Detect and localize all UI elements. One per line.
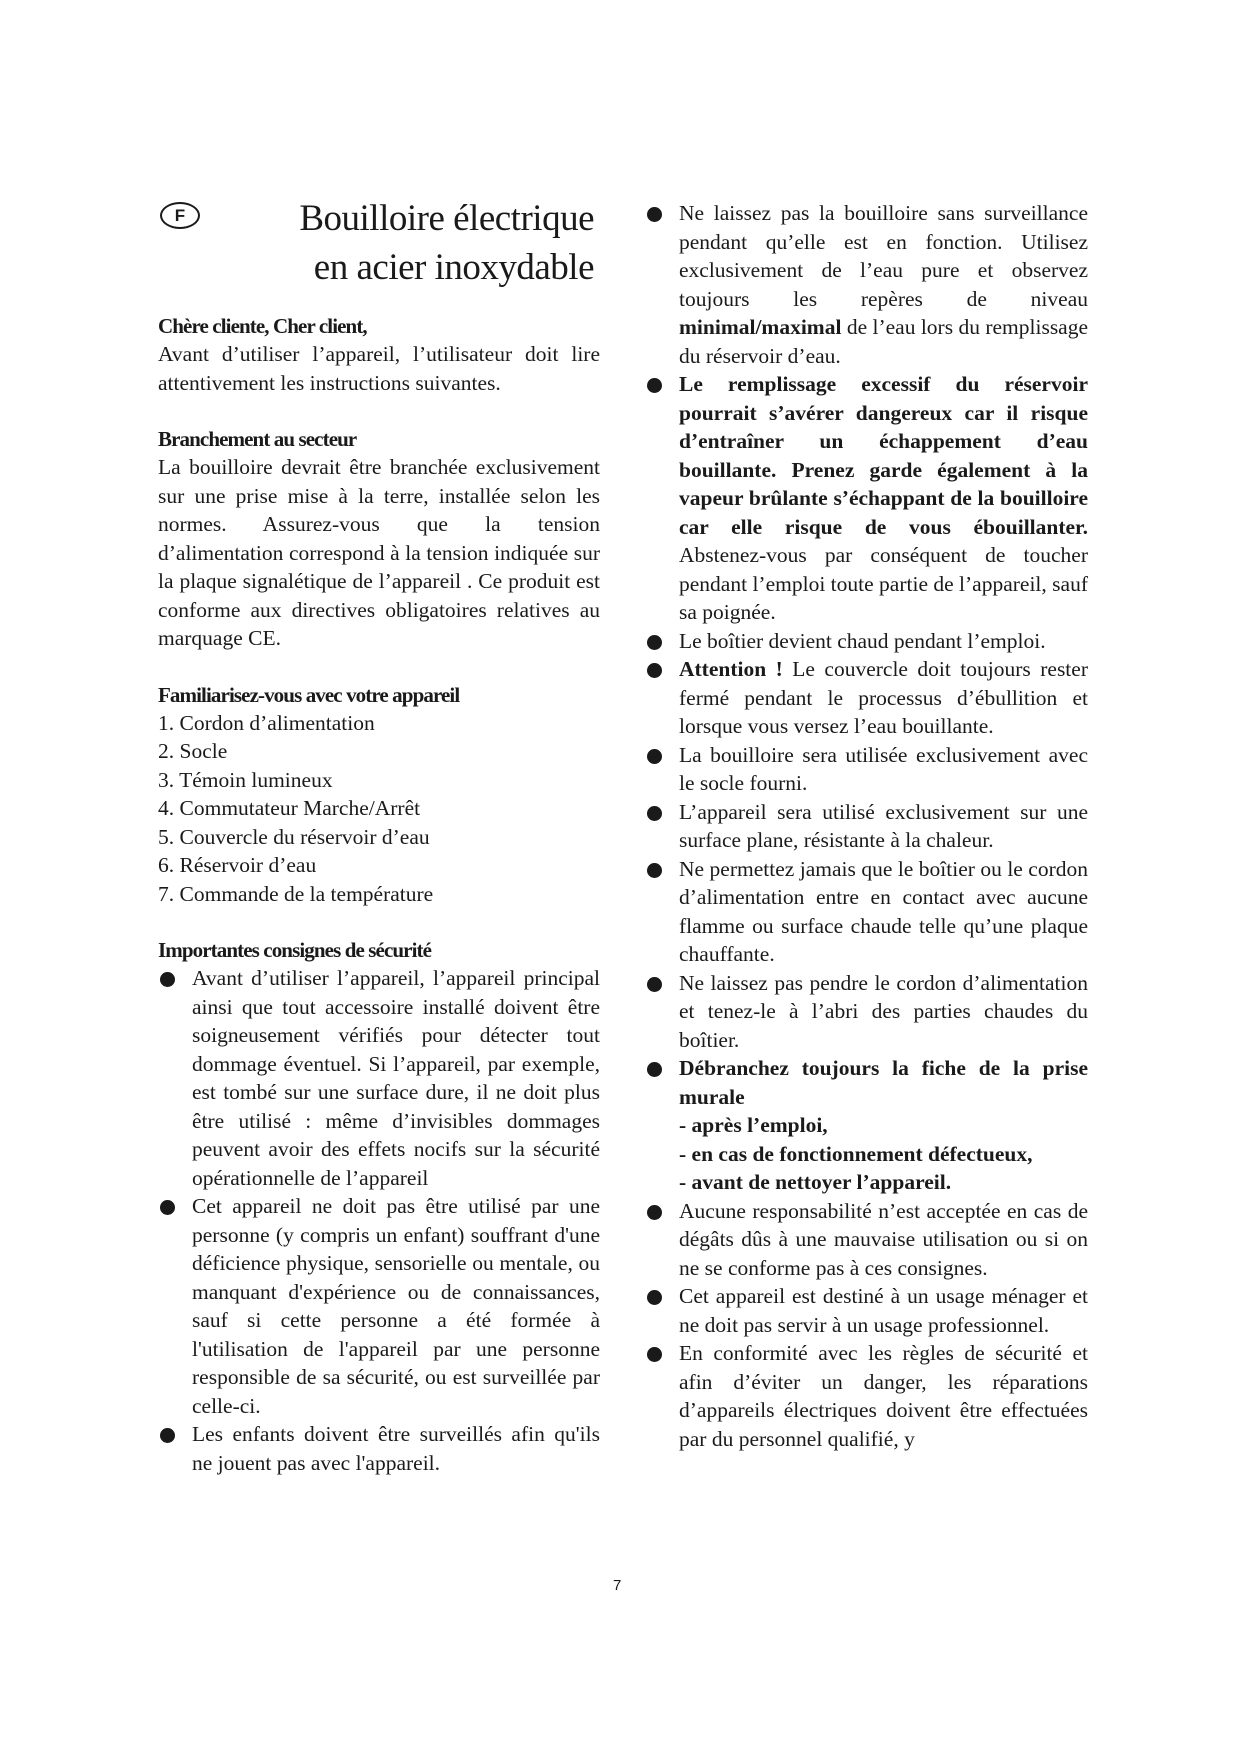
bullet-text: La bouilloire sera utilisée exclusivement avec le socle fourni. bbox=[679, 742, 1088, 795]
title-line-2: en acier inoxydable bbox=[313, 247, 594, 288]
bullet-icon bbox=[647, 1347, 662, 1362]
bullet-text: Les enfants doivent être surveillés afin qu'ils ne jouent pas avec l'appareil. bbox=[192, 1422, 600, 1475]
bullet-text: Avant d’utiliser l’appareil, l’appareil principal ainsi que tout accessoire installé doivent être soigneusement vérifiés pour détecter tout dommage éventuel. Si l’appareil, par exemple, est tombé sur une surface dure, il ne doit plus être utilisé : même d’invisibles dommages peuvent avoir des effets nocifs sur la sécurité opérationnelle de l’appareil bbox=[192, 966, 600, 1190]
bullet-icon bbox=[647, 663, 662, 678]
bullet-text-bold: Le remplissage excessif du réservoir pourrait s’avérer dangereux car il risque d’entraîner un échappement d’eau bouillante. Prenez garde également à la vapeur brûlante s’échappant de la bouilloire car elle risque de vous ébouillanter. bbox=[679, 372, 1088, 539]
list-item: 2. Socle bbox=[158, 739, 228, 763]
bullet-icon bbox=[647, 207, 662, 222]
safety-bullet bbox=[645, 1282, 1088, 1339]
safety-bullet bbox=[158, 1420, 600, 1477]
list-item: 1. Cordon d’alimentation bbox=[158, 710, 375, 735]
bullet-text-bold: Débranchez toujours la fiche de la prise murale bbox=[679, 1056, 1088, 1109]
bullet-text: de l’eau lors du remplissage du réservoir d’eau. bbox=[679, 315, 1089, 368]
language-badge: F bbox=[160, 202, 200, 229]
safety-bullet bbox=[645, 855, 1088, 969]
sub-item: - après l’emploi, bbox=[679, 1113, 828, 1137]
bullet-text-bold: minimal/maximal bbox=[679, 315, 842, 339]
bullet-icon bbox=[160, 1200, 175, 1215]
bullet-text: Abstenez-vous par conséquent de toucher pendant l’emploi toute partie de l’appareil, sauf sa poignée. bbox=[679, 543, 1088, 624]
bullet-icon bbox=[647, 806, 662, 821]
safety-bullet bbox=[645, 655, 1088, 741]
left-column bbox=[158, 312, 600, 1477]
bullet-icon bbox=[647, 378, 662, 393]
power-text: La bouilloire devrait être branchée exclusivement sur une prise mise à la terre, installée selon les normes. Assurez-vous que la tension d’alimentation correspond à la tension indiquée sur la plaque signalétique de l’appareil . Ce produit est conforme aux directives obligatoires relatives au marquage CE. bbox=[158, 455, 600, 650]
bullet-text-bold: Attention ! bbox=[679, 657, 783, 681]
list-item: 7. Commande de la température bbox=[158, 881, 434, 906]
page-title bbox=[220, 194, 594, 292]
safety-bullet bbox=[645, 1054, 1088, 1197]
safety-bullet bbox=[158, 1192, 600, 1420]
bullet-text: L’appareil sera utilisé exclusivement sur une surface plane, résistante à la chaleur. bbox=[679, 799, 1088, 852]
bullet-text: Le boîtier devient chaud pendant l’emploi. bbox=[679, 628, 1046, 653]
sub-item: - avant de nettoyer l’appareil. bbox=[679, 1170, 952, 1194]
safety-bullet bbox=[645, 1339, 1088, 1453]
bullet-text: Ne laissez pas pendre le cordon d’alimentation et tenez-le à l’abri des parties chaudes du boîtier. bbox=[679, 970, 1088, 1052]
list-item: 3. Témoin lumineux bbox=[158, 767, 333, 792]
title-line-1: Bouilloire électrique bbox=[299, 198, 594, 239]
safety-bullet bbox=[645, 969, 1088, 1055]
parts-heading: Familiarisez-vous avec votre appareil bbox=[158, 682, 460, 707]
bullet-icon bbox=[647, 1290, 662, 1305]
bullet-text: En conformité avec les règles de sécurité et afin d’éviter un danger, les réparations d’appareils électriques doivent être effectuées par du personnel qualifié, y bbox=[679, 1341, 1088, 1451]
bullet-text: Aucune responsabilité n’est acceptée en cas de dégâts dûs à une mauvaise utilisation ou si on ne se conforme pas à ces consignes. bbox=[679, 1198, 1088, 1280]
greeting-heading: Chère cliente, Cher client, bbox=[158, 314, 367, 338]
bullet-icon bbox=[647, 749, 662, 764]
bullet-text: Ne laissez pas la bouilloire sans surveillance pendant qu’elle est en fonction. Utilisez exclusivement de l’eau pure et observez toujours les repères de niveau bbox=[679, 201, 1088, 311]
bullet-icon bbox=[647, 635, 662, 650]
list-item: 5. Couvercle du réservoir d’eau bbox=[158, 824, 430, 849]
right-column bbox=[645, 199, 1088, 1453]
bullet-text: Le couvercle doit toujours rester fermé pendant le processus d’ébullition et lorsque vous versez l’eau bouillante. bbox=[679, 657, 1088, 738]
bullet-icon bbox=[647, 977, 662, 992]
page-number: 7 bbox=[613, 1577, 622, 1594]
safety-bullet bbox=[645, 627, 1088, 656]
safety-bullet bbox=[645, 1197, 1088, 1283]
safety-bullet bbox=[158, 964, 600, 1192]
sub-item: - en cas de fonctionnement défectueux, bbox=[679, 1141, 1033, 1166]
safety-bullet bbox=[645, 370, 1088, 627]
bullet-text: Cet appareil ne doit pas être utilisé par une personne (y compris un enfant) souffrant d'une déficience physique, sensorielle ou mentale, ou manquant d'expérience ou de connaissances, sauf si cette personne a été formée à l'utilisation de l'appareil par une personne responsible de sa sécurité, ou est surveillée par celle-ci. bbox=[192, 1194, 600, 1418]
safety-bullet bbox=[645, 199, 1088, 370]
bullet-text: Ne permettez jamais que le boîtier ou le cordon d’alimentation entre en contact avec aucune flamme ou surface chaude telle qu’une plaque chauffante. bbox=[679, 856, 1088, 966]
bullet-icon bbox=[647, 1062, 662, 1077]
bullet-icon bbox=[647, 863, 662, 878]
bullet-icon bbox=[647, 1205, 662, 1220]
list-item: 4. Commutateur Marche/Arrêt bbox=[158, 796, 421, 820]
bullet-icon bbox=[160, 972, 175, 987]
safety-bullet bbox=[645, 741, 1088, 798]
safety-bullet bbox=[645, 798, 1088, 855]
bullet-text: Cet appareil est destiné à un usage ménager et ne doit pas servir à un usage professionnel. bbox=[679, 1284, 1088, 1337]
bullet-icon bbox=[160, 1428, 175, 1443]
list-item: 6. Réservoir d’eau bbox=[158, 853, 317, 877]
safety-heading: Importantes consignes de sécurité bbox=[158, 938, 432, 962]
power-heading: Branchement au secteur bbox=[158, 427, 357, 451]
greeting-text: Avant d’utiliser l’appareil, l’utilisateur doit lire attentivement les instructions suivantes. bbox=[158, 342, 600, 395]
